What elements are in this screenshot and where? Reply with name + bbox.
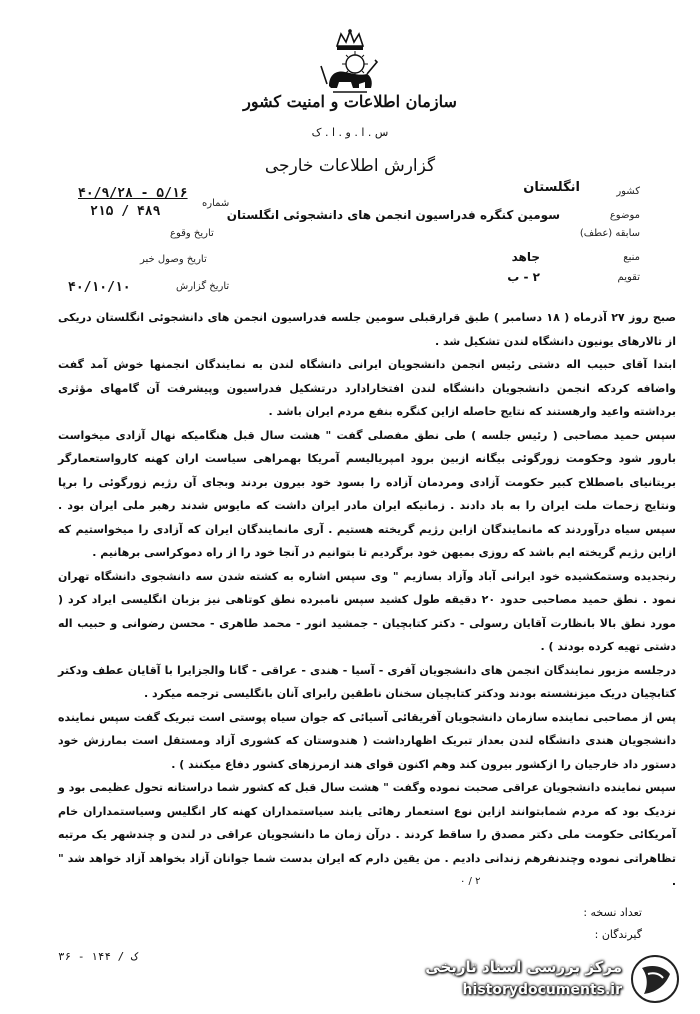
organization-code: س . ا . و . ا . ک (311, 126, 389, 139)
source-value: جاهد (511, 250, 540, 264)
number-value-secondary: ۲۱۵ / ۴۸۹ (90, 204, 161, 219)
country-value: انگلستان (523, 180, 580, 195)
grade-label: تقویم (617, 272, 640, 283)
body-paragraph: صبح روز ۲۷ آذرماه ( ۱۸ دسامبر ) طبق قرارقبلی سومین جلسه فدراسیون انجمن های دانشجوئی انگلستان دریکی از تالارهای یونیون دانشگاه لندن تشکیل شد . (58, 311, 676, 348)
subject-label: موضوع (609, 210, 640, 221)
source-label: منبع (623, 252, 640, 263)
copies-label: تعداد نسخه : (583, 906, 642, 919)
subject-value: سومین کنگره فدراسیون انجمن های دانشجوئی انگلستان (226, 208, 560, 222)
organization-name: سازمان اطلاعات و امنیت کشور (243, 92, 457, 111)
body-paragraph: سپس نماینده دانشجویان عراقی صحبت نموده وگفت " هشت سال قبل که کشور شما دراستانه تحول عظیمی بود و نزدیک بود که مردم شمابتوانند ازاین نوع استعمار رهائی یابند سیاستمداران کهنه کار انگلیس وسیاستمداران خام آمریکائی حکومت ملی دکتر مصدق را ساقط کردند . درآن زمان ما دانشجویان عراقی در لندن و چندشهر یک مرتبه تظاهراتی نموده وچندنفرهم زندانی دادیم . من یقین دارم که ایران بدست شما جوانان آزاد بخواهد آزاد خواهد شد " . (58, 781, 676, 888)
body-paragraph: رنجدیده وستمکشیده خود ایرانی آباد وآزاد بسازیم " وی سپس اشاره به کشته شدن سه دانشجوی دانشگاه تهران نمود . نطق حمید مصاحبی حدود ۲۰ دقیقه طول کشید سپس نامبرده نطق کوتاهی نیز بزبان انگلیسی ایراد کرد ( مورد نطق بالا بانظارت آقایان رسولی - دکتر کتابچیان - جمشید انور - محمد طاهری - محسن رضوانی و حبیب اله دشتی تهیه کرده بودند ) . (58, 569, 676, 653)
watermark-logo-icon (630, 954, 680, 1004)
watermark-url: historydocuments.ir (462, 982, 622, 998)
received-date-label: تاریخ وصول خبر (140, 254, 207, 265)
body-paragraph: پس از مصاحبی نماینده سازمان دانشجویان آفریقائی آسیائی که جوان سیاه پوستی است تبریک گفت سپس نماینده دانشجویان هندی دانشگاه لندن بعداز تبریک اظهارداشت ( هندوستان که کشوری آزاد ومستقل است بمارزش خود دستور داد خارجیان را ازکشور بیرون کند وهم اکنون قوای هند ازمرزهای کشور دفاع میکنند ) . (58, 710, 676, 771)
watermark-title: مرکز بررسی اسناد تاریخی (425, 958, 622, 976)
stamp-mark: ۰ / ۲ (460, 876, 481, 887)
report-date-label: تاریخ گزارش (176, 281, 230, 292)
body-paragraph: ابتدا آقای حبیب اله دشتی رئیس انجمن دانشجویان ایرانی دانشگاه لندن به نمایندگان انجمنها خوش آمد گفت واضافه کردکه انجمن دانشجویان دانشگاه لندن افتخارادارد درتشکیل فدراسیون وپیشرفت آن گامهای مؤثری برداشته واعید وارهستند که نتایج حاصله ازاین کنگره بنفع مردم ایران باشد . (58, 358, 676, 418)
occurrence-date-label: تاریخ وقوع (170, 228, 214, 239)
report-date-value: ۴۰/۱۰/۱۰ (68, 280, 131, 295)
footer-code: ۳۶ - ۱۴۴ / ک (58, 950, 138, 963)
number-value: ۴۰/۹/۲۸ - ۵/۱۶ (78, 186, 188, 201)
body-paragraph: درجلسه مزبور نمایندگان انجمن های دانشجویان آفری - آسیا - هندی - عراقی - گانا والجزایرا با آقایان عطف ودکتر کتابچیان دریک میزنشسته بودند ودکتر کتابچیان سخنان ناطقین رابرای آنان بانگلیسی ترجمه میکرد . (58, 663, 676, 700)
report-title: گزارش اطلاعات خارجی (264, 156, 436, 176)
body-paragraph: سپس حمید مصاحبی ( رئیس جلسه ) طی نطق مفصلی گفت " هشت سال قبل هنگامیکه نهال آزادی میخواست بارور شود وحکومت زورگوئی بیگانه ازبین برود امپریالیسم آمریکا بهمراهی سیاست اران کهنه کارواستعمارگر بریتانیای باصطلاح کبیر حکومت آزادی ومردمان آزاده را بسود خود بیرون بردند وبجای آن رژیم زورگوئی را برپا ونتایج زحمات ملت ایران را به باد دادند . زمانیکه ایران مادر ایران داشت که مایوس شدند رهبر ملی ایران بود . سپس سیاه درآوردند که مانمایندگان ازاین رژیم گریخته هستیم . آری مانمایندگان ایران که آزادی را میخواستیم که ازاین رژیم گریخته ایم باشد که روزی بمیهن خود برگردیم تا بتوانیم در آنجا خود را از راه دموکراسی برهانیم . (58, 428, 676, 559)
grade-value: ۲ - ب (507, 270, 540, 284)
background-label: سابقه (عطف) (579, 228, 640, 239)
lion-and-sun-emblem-icon (315, 26, 385, 96)
report-body (58, 306, 676, 894)
recipients-label: گیرندگان : (594, 928, 642, 941)
number-label: شماره (202, 198, 230, 209)
country-label: کشور (616, 186, 640, 197)
